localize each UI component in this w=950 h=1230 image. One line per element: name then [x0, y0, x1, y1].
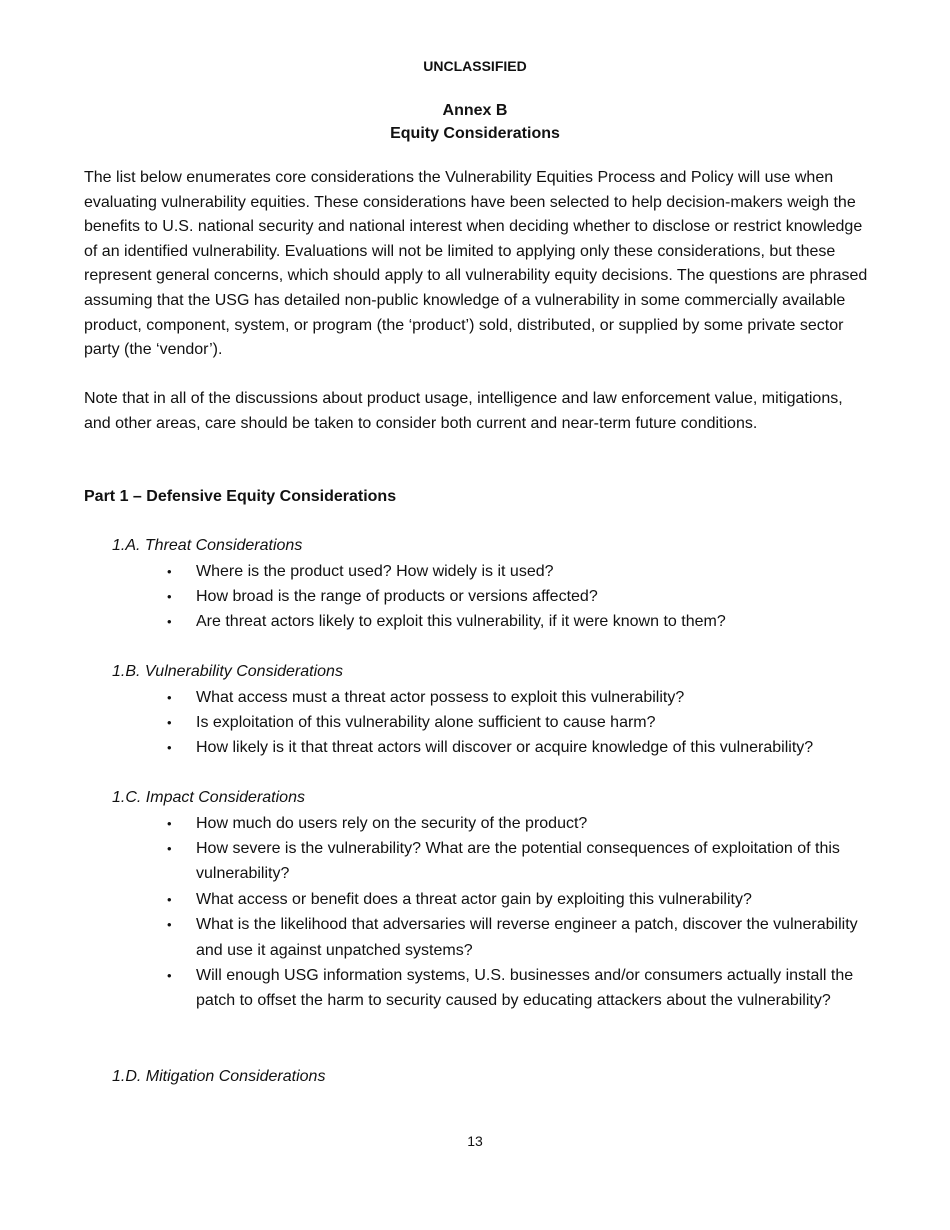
list-item-text: Where is the product used? How widely is it used? [196, 562, 554, 580]
bullet-list [112, 559, 872, 635]
bullet-icon: • [167, 891, 172, 907]
list-item-text: What access must a threat actor possess to exploit this vulnerability? [196, 688, 685, 706]
bullet-icon: • [167, 841, 172, 856]
list-item-text: How broad is the range of products or versions affected? [196, 588, 598, 605]
classification-marking: UNCLASSIFIED [423, 58, 527, 74]
list-item [112, 912, 872, 963]
section-mitigation-considerations [112, 1065, 872, 1090]
list-item [112, 887, 872, 912]
section-title: 1.A. Threat Considerations [112, 537, 303, 554]
list-item-text: Are threat actors likely to exploit this vulnerability, if it were known to them? [196, 613, 726, 631]
list-item [112, 836, 872, 887]
list-item [112, 963, 872, 1014]
section-threat-considerations [112, 534, 872, 635]
section-title: 1.D. Mitigation Considerations [112, 1068, 326, 1085]
list-item [112, 559, 872, 584]
bullet-icon: • [167, 614, 172, 630]
list-item-text: How likely is it that threat actors will discover or acquire knowledge of this vulnerability? [196, 739, 814, 757]
list-item-text: Is exploitation of this vulnerability alone sufficient to cause harm? [196, 714, 656, 731]
note-paragraph: Note that in all of the discussions about product usage, intelligence and law enforcement value, mitigations, and other areas, care should be taken to consider both current and near-term future conditions. [84, 390, 843, 432]
section-title: 1.B. Vulnerability Considerations [112, 663, 343, 680]
bullet-list [112, 685, 872, 761]
bullet-icon: • [167, 689, 172, 705]
list-item-text: How severe is the vulnerability? What are the potential consequences of exploitation of this vulnerability? [196, 840, 840, 883]
list-item [112, 584, 872, 609]
part-heading: Part 1 – Defensive Equity Considerations [84, 488, 397, 505]
list-item [112, 811, 872, 836]
page-number: 13 [467, 1133, 483, 1149]
section-title: 1.C. Impact Considerations [112, 789, 305, 806]
list-item [112, 710, 872, 735]
bullet-icon: • [167, 815, 172, 831]
bullet-icon: • [167, 740, 172, 756]
bullet-icon: • [167, 917, 172, 933]
section-impact-considerations [112, 786, 872, 1014]
annex-heading [0, 99, 950, 145]
intro-paragraph: The list below enumerates core considerations the Vulnerability Equities Process and Policy will use when evaluating vulnerability equities. These considerations have been selected to help decision-makers weigh the benefits to U.S. national security and national interest when deciding whether to disclose or restrict knowledge of an identified vulnerability. Evaluations will not be limited to applying only these considerations, but these represent general concerns, which should apply to all vulnerability equity decisions. The questions are phrased assuming that the USG has detailed non-public knowledge of a vulnerability in some commercially available product, component, system, or program (the ‘product’) sold, distributed, or supplied by some private sector party (the ‘vendor’). [84, 169, 868, 359]
bullet-icon: • [167, 715, 172, 730]
list-item-text: What is the likelihood that adversaries will reverse engineer a patch, discover the vulnerability and use it against unpatched systems? [196, 916, 858, 959]
list-item-text: How much do users rely on the security of the product? [196, 814, 588, 832]
list-item-text: What access or benefit does a threat actor gain by exploiting this vulnerability? [196, 890, 752, 908]
bullet-icon: • [167, 589, 172, 604]
bullet-icon: • [167, 968, 172, 984]
list-item [112, 609, 872, 634]
list-item-text: Will enough USG information systems, U.S. businesses and/or consumers actually install the patch to offset the harm to security caused by educating attackers about the vulnerability? [196, 967, 854, 1010]
list-item [112, 735, 872, 760]
annex-title: Equity Considerations [390, 125, 560, 142]
section-vulnerability-considerations [112, 660, 872, 761]
bullet-icon: • [167, 563, 172, 579]
list-item [112, 685, 872, 710]
annex-label: Annex B [442, 102, 508, 119]
bullet-list [112, 811, 872, 1014]
